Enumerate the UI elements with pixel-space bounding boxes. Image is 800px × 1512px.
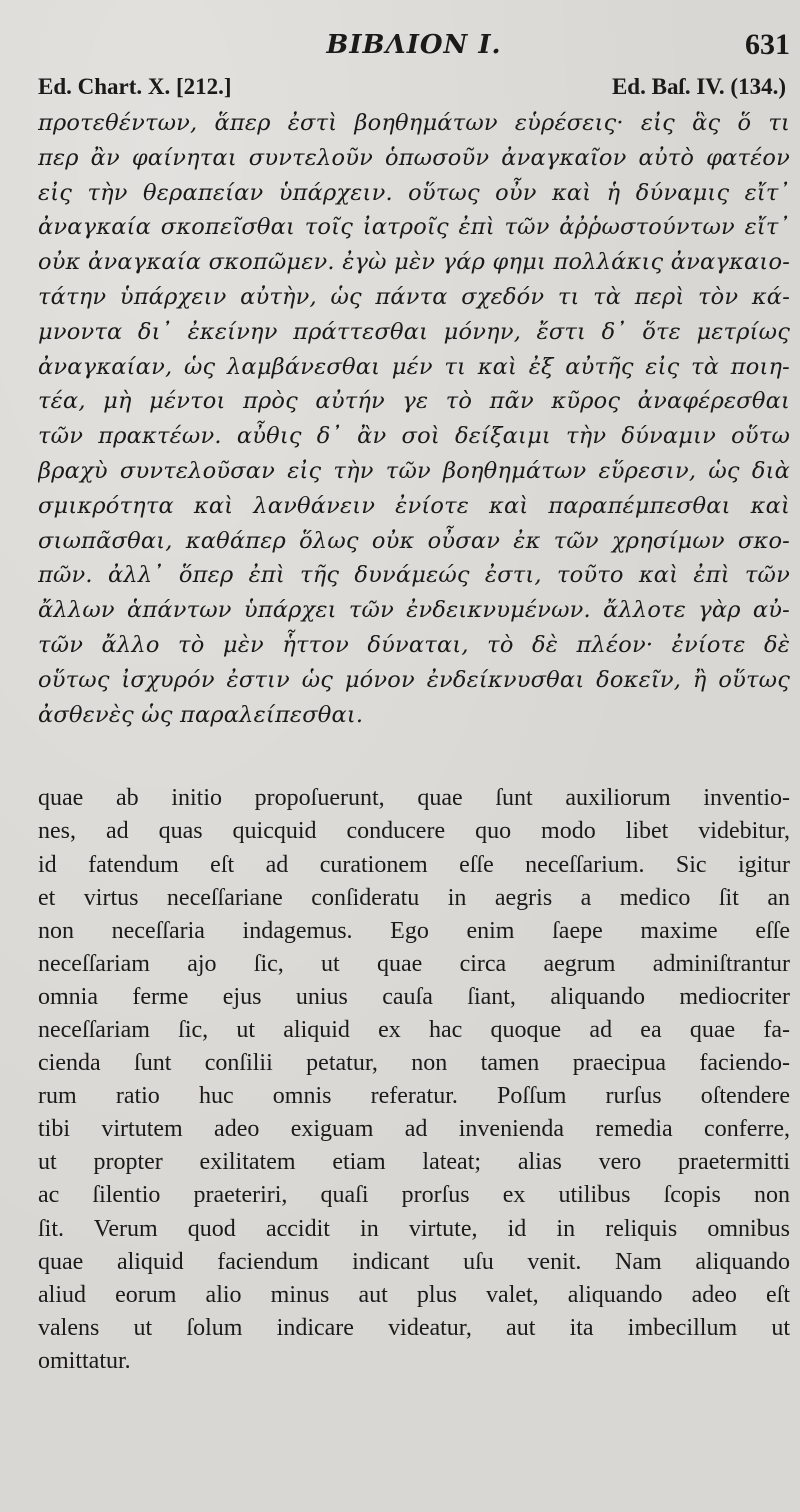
greek-text-line: τάτην ὑπάρχειν αὐτὴν, ὡς πάντα σχεδόν τι τὰ περὶ τὸν κά- [38, 283, 790, 310]
greek-text-line: οὕτως ἰσχυρόν ἐστιν ὡς μόνον ἐνδείκνυσθαι δοκεῖν, ἢ οὕτως [38, 666, 790, 693]
latin-text-line: ut propter exilitatem etiam lateat; alias vero praetermitti [38, 1149, 790, 1176]
edition-basel: Ed. Baſ. IV. (134.) [611, 74, 786, 99]
latin-translation-block [38, 782, 790, 1378]
greek-text-line: τῶν πρακτέων. αὖθις δ᾽ ἂν σοὶ δείξαιμι τὴν δύναμιν οὕτω [38, 423, 790, 450]
greek-text-line: τῶν ἄλλο τὸ μὲν ἧττον δύναται, τὸ δὲ πλέον· ἐνίοτε δὲ [38, 631, 790, 658]
greek-text-line: τέα, μὴ μέντοι πρὸς αὐτήν γε τὸ πᾶν κῦρος ἀναφέρεσθαι [38, 388, 790, 415]
latin-text-line: omnia ferme ejus unius cauſa ſiant, aliquando mediocriter [38, 983, 790, 1010]
latin-text-line: omittatur. [38, 1347, 131, 1374]
latin-text-line: et virtus neceſſariane conſideratu in aegris a medico ſit an [38, 884, 790, 911]
latin-text-line: tibi virtutem adeo exiguam ad invenienda remedia conferre, [38, 1116, 790, 1143]
greek-text-line: ἀναγκαίαν, ὡς λαμβάνεσθαι μέν τι καὶ ἐξ αὐτῆς εἰς τὰ ποιη- [38, 353, 790, 380]
greek-text-line: πῶν. ἀλλ᾽ ὅπερ ἐπὶ τῆς δυνάμεώς ἐστι, τοῦτο καὶ ἐπὶ τῶν [38, 562, 790, 589]
greek-text-line: βραχὺ συντελοῦσαν εἰς τὴν τῶν βοηθημάτων εὕρεσιν, ὡς διὰ [38, 457, 790, 484]
latin-text-line: ſit. Verum quod accidit in virtute, id in reliquis omnibus [38, 1215, 790, 1242]
latin-text-line: id fatendum eſt ad curationem eſſe neceſſarium. Sic igitur [38, 851, 790, 878]
greek-text-line: ἄλλων ἁπάντων ὑπάρχει τῶν ἐνδεικνυμένων. ἄλλοτε γὰρ αὐ- [38, 597, 790, 624]
latin-text-line: rum ratio huc omnis referatur. Poſſum rurſus oſtendere [38, 1083, 790, 1110]
latin-text-line: nes, ad quas quicquid conducere quo modo libet videbitur, [38, 818, 790, 845]
greek-text-block [38, 106, 790, 732]
latin-text-line: ac ſilentio praeteriri, quaſi prorſus ex utilibus ſcopis non [38, 1182, 790, 1209]
latin-text-line: quae ab initio propoſuerunt, quae ſunt auxiliorum inventio- [38, 785, 790, 812]
greek-text-line: περ ἂν φαίνηται συντελοῦν ὁπωσοῦν ἀναγκαῖον αὐτὸ φατέον [38, 144, 790, 171]
latin-text-line: quae aliquid faciendum indicant uſu venit. Nam aliquando [38, 1248, 790, 1275]
greek-text-line: εἰς τὴν θεραπείαν ὑπάρχειν. οὕτως οὖν καὶ ἡ δύναμις εἴτ᾽ [38, 179, 790, 206]
greek-text-line: σμικρότητα καὶ λανθάνειν ἐνίοτε καὶ παραπέμπεσθαι καὶ [38, 492, 790, 519]
book-title: ΒΙΒΛΙΟΝ Ι. [326, 30, 502, 60]
greek-text-line: προτεθέντων, ἅπερ ἐστὶ βοηθημάτων εὑρέσεις· εἰς ἃς ὅ τι [38, 110, 790, 136]
running-head [38, 26, 790, 74]
greek-text-line: σιωπᾶσθαι, καθάπερ ὅλως οὐκ οὖσαν ἐκ τῶν χρησίμων σκο- [38, 527, 790, 554]
greek-text-line: οὐκ ἀναγκαία σκοπῶμεν. ἐγὼ μὲν γάρ φημι πολλάκις ἀναγκαιο- [38, 249, 790, 276]
page-number: 631 [745, 28, 790, 61]
greek-text-line: ἀσθενὲς ὡς παραλείπεσθαι. [38, 701, 364, 728]
latin-text-line: non neceſſaria indagemus. Ego enim ſaepe maxime eſſe [38, 917, 790, 944]
latin-text-line: valens ut ſolum indicare videatur, aut ita imbecillum ut [38, 1314, 790, 1341]
latin-text-line: neceſſariam ajo ſic, ut quae circa aegrum adminiſtrantur [38, 950, 790, 977]
edition-chartier: Ed. Chart. X. [212.] [38, 74, 232, 99]
latin-text-line: cienda ſunt conſilii petatur, non tamen praecipua faciendo- [38, 1050, 790, 1077]
greek-text-line: ἀναγκαία σκοπεῖσθαι τοῖς ἰατροῖς ἐπὶ τῶν ἀῤῥωστούντων εἴτ᾽ [38, 214, 790, 241]
latin-text-line: aliud eorum alio minus aut plus valet, aliquando adeo eſt [38, 1281, 790, 1308]
greek-text-line: μνοντα δι᾽ ἐκείνην πράττεσθαι μόνην, ἔστι δ᾽ ὅτε μετρίως [38, 318, 790, 345]
latin-text-line: neceſſariam ſic, ut aliquid ex hac quoque ad ea quae fa- [38, 1017, 790, 1043]
